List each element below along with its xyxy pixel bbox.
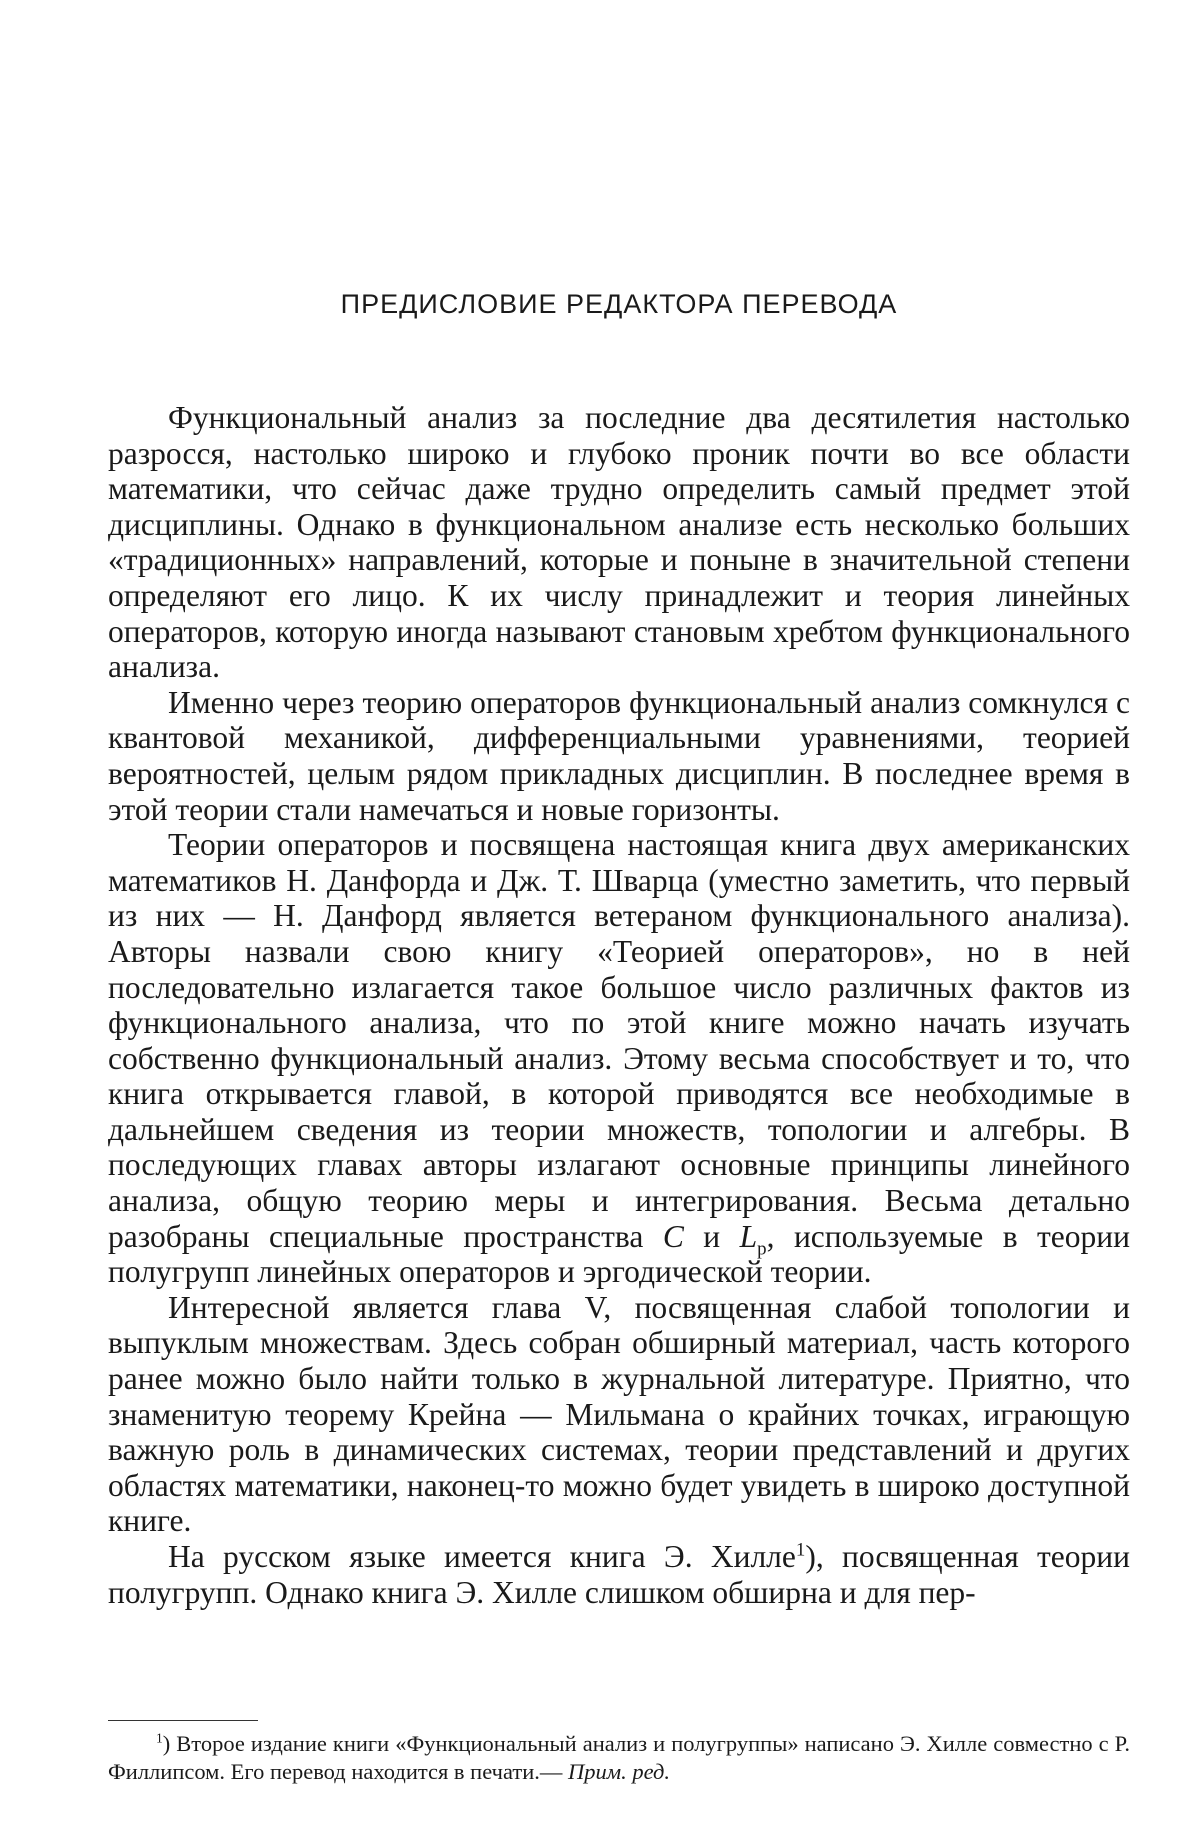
page-title: ПРЕДИСЛОВИЕ РЕДАКТОРА ПЕРЕВОДА xyxy=(340,289,898,319)
paragraph-5-text: На русском языке имеется книга Э. Хилле xyxy=(168,1539,796,1574)
footnote-editor-note: Прим. ред. xyxy=(568,1759,671,1784)
space-l-symbol: L xyxy=(739,1218,758,1254)
conjunction: и xyxy=(683,1218,740,1254)
paragraph-1: Функциональный анализ за последние два десятилетия настолько разросся, настолько широко и глубоко проник почти во все области математики, что сейчас даже трудно определить самый предмет этой дисциплины. Однако в функциональном анализе есть несколько больших «традиционных» направлений, которые и поныне в значительной степени определяют его лицо. К их числу принадлежит и теория линейных операторов, которую иногда называют становым хребтом функционального анализа. xyxy=(108,400,1130,685)
paragraph-5-tail: ), посвященная теории полугрупп. Однако книга Э. Хилле слишком обширна и для пер- xyxy=(108,1539,1130,1610)
space-l-subscript: p xyxy=(757,1237,767,1259)
footnote-marker: 1 xyxy=(156,1730,163,1746)
paragraph-3 xyxy=(108,827,1130,1290)
paragraph-3-tail: , используемые в теории полугрупп линейных операторов и эргодической теории. xyxy=(108,1218,1130,1290)
footnote-divider xyxy=(108,1720,258,1721)
footnote-text: ) Второе издание книги «Функциональный анализ и полугруппы» написано Э. Хилле совместно с Р. Филлипсом. Его перевод находится в печати.— xyxy=(108,1731,1130,1784)
paragraph-5 xyxy=(108,1539,1130,1610)
space-c-symbol: C xyxy=(662,1218,684,1254)
body-text xyxy=(108,400,1130,1610)
paragraph-2: Именно через теорию операторов функциональный анализ сомкнулся с квантовой механикой, дифференциальными уравнениями, теорией вероятностей, целым рядом прикладных дисциплин. В последнее время в этой теории стали намечаться и новые горизонты. xyxy=(108,684,1130,827)
paragraph-3-text: Теории операторов и посвящена настоящая книга двух американских математиков Н. Данфорда и Дж. Т. Шварца (уместно заметить, что первый из них — Н. Данфорд является ветераном функционального анализа). Авторы назвали свою книгу «Теорией операторов», но в ней последовательно излагается такое большое число различных фактов из функционального анализа, что по этой книге можно начать изучать собственно функциональный анализ. Этому весьма способствует и то, что книга открывается главой, в которой приводятся все необходимые в дальнейшем сведения из теории множеств, топологии и алгебры. В последующих главах авторы излагают основные принципы линейного анализа, общую теорию меры и интегрирования. Весьма детально разобраны специальные пространства xyxy=(108,827,1130,1254)
footnote-reference: 1 xyxy=(795,1539,806,1561)
footnote xyxy=(108,1730,1130,1786)
paragraph-4: Интересной является глава V, посвященная слабой топологии и выпуклым множествам. Здесь собран обширный материал, часть которого ранее можно было найти только в журнальной литературе. Приятно, что знаменитую теорему Крейна — Мильмана о крайних точках, играющую важную роль в динамических системах, теории представлений и других областях математики, наконец-то можно будет увидеть в широко доступной книге. xyxy=(108,1289,1130,1539)
